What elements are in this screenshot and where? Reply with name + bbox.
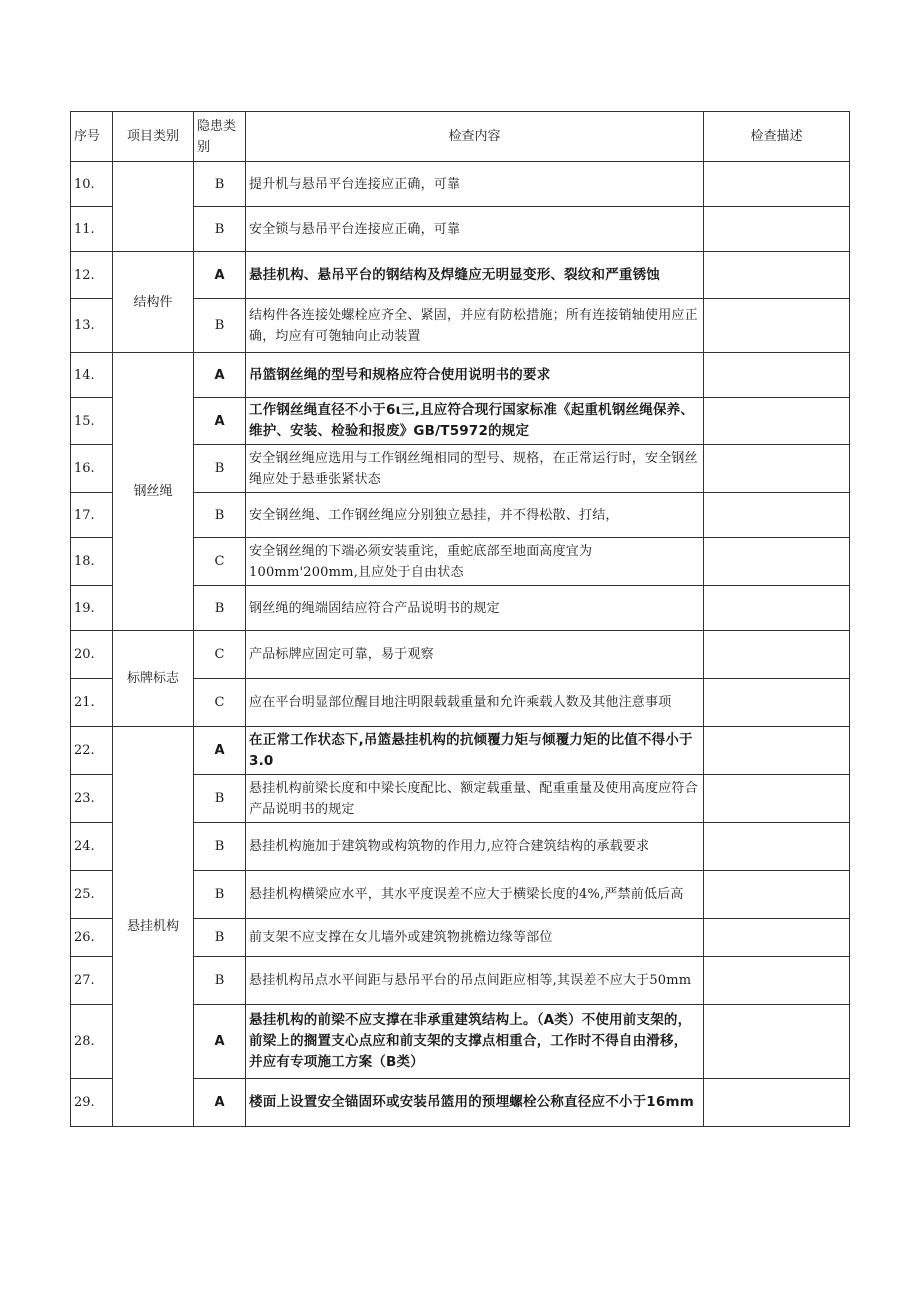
hazard-level: A [194,398,246,445]
row-number: 24. [71,823,113,871]
table-row [71,631,850,679]
category-suspension: 悬挂机构 [113,727,194,1127]
category-nameplate: 标牌标志 [113,631,194,727]
header-category: 项目类别 [113,112,194,162]
check-description-cell[interactable] [704,871,850,919]
hazard-level: C [194,538,246,586]
check-description-cell[interactable] [704,1005,850,1079]
hazard-level: B [194,299,246,353]
check-content: 安全钢丝绳、工作钢丝绳应分别独立悬挂，并不得松散、打结， [246,493,704,538]
row-number: 14. [71,353,113,398]
check-description-cell[interactable] [704,398,850,445]
hazard-level: C [194,631,246,679]
row-number: 28. [71,1005,113,1079]
check-description-cell[interactable] [704,207,850,252]
check-content: 前支架不应支撑在女儿墙外或建筑物挑檐边缘等部位 [246,919,704,957]
check-content: 楼面上设置安全锚固环或安装吊篮用的预埋螺栓公称直径应不小于16mm [246,1079,704,1127]
check-description-cell[interactable] [704,775,850,823]
check-content: 安全锁与悬吊平台连接应正确，可靠 [246,207,704,252]
table-row [71,252,850,299]
check-description-cell[interactable] [704,252,850,299]
row-number: 26. [71,919,113,957]
check-content: 安全钢丝绳的下端必须安装重诧，重蛇底部至地面高度宜为100mm'200mm,且应处于自由状态 [246,538,704,586]
hazard-level: B [194,445,246,493]
check-description-cell[interactable] [704,631,850,679]
row-number: 27. [71,957,113,1005]
header-hazard: 隐患类别 [194,112,246,162]
hazard-level: B [194,207,246,252]
hazard-level: B [194,493,246,538]
row-number: 29. [71,1079,113,1127]
check-description-cell[interactable] [704,445,850,493]
hazard-level: B [194,162,246,207]
check-content: 悬挂机构前梁长度和中梁长度配比、额定载重量、配重重量及使用高度应符合产品说明书的规定 [246,775,704,823]
hazard-level: A [194,1079,246,1127]
row-number: 11. [71,207,113,252]
hazard-level: B [194,823,246,871]
category-cell-empty [113,162,194,252]
row-number: 19. [71,586,113,631]
row-number: 13. [71,299,113,353]
check-description-cell[interactable] [704,1079,850,1127]
row-number: 10. [71,162,113,207]
table-row [71,353,850,398]
check-description-cell[interactable] [704,727,850,775]
check-description-cell[interactable] [704,823,850,871]
check-content: 吊篮钢丝绳的型号和规格应符合使用说明书的要求 [246,353,704,398]
check-content: 安全钢丝绳应选用与工作钢丝绳相同的型号、规格，在正常运行时，安全钢丝绳应处于悬垂张紧状态 [246,445,704,493]
check-description-cell[interactable] [704,162,850,207]
check-description-cell[interactable] [704,586,850,631]
header-no: 序号 [71,112,113,162]
hazard-level: A [194,727,246,775]
row-number: 15. [71,398,113,445]
hazard-level: B [194,871,246,919]
row-number: 22. [71,727,113,775]
hazard-level: C [194,679,246,727]
check-content: 提升机与悬吊平台连接应正确，可靠 [246,162,704,207]
table-row [71,162,850,207]
row-number: 20. [71,631,113,679]
row-number: 17. [71,493,113,538]
check-content: 悬挂机构、悬吊平台的钢结构及焊缝应无明显变形、裂纹和严重锈蚀 [246,252,704,299]
hazard-level: B [194,957,246,1005]
row-number: 21. [71,679,113,727]
row-number: 12. [71,252,113,299]
header-content: 检查内容 [246,112,704,162]
row-number: 23. [71,775,113,823]
row-number: 16. [71,445,113,493]
check-content: 悬挂机构施加于建筑物或构筑物的作用力,应符合建筑结构的承载要求 [246,823,704,871]
hazard-level: A [194,252,246,299]
check-description-cell[interactable] [704,353,850,398]
hazard-level: A [194,353,246,398]
check-content: 钢丝绳的绳端固结应符合产品说明书的规定 [246,586,704,631]
check-content: 悬挂机构横梁应水平，其水平度误差不应大于横梁长度的4%,严禁前低后高 [246,871,704,919]
check-description-cell[interactable] [704,957,850,1005]
check-content: 应在平台明显部位醒目地注明限载载重量和允许乘载人数及其他注意事项 [246,679,704,727]
hazard-level: B [194,919,246,957]
hazard-level: A [194,1005,246,1079]
category-wire-rope: 钢丝绳 [113,353,194,631]
check-description-cell[interactable] [704,679,850,727]
check-description-cell[interactable] [704,299,850,353]
row-number: 18. [71,538,113,586]
check-content: 悬挂机构的前梁不应支撑在非承重建筑结构上。（A类）不使用前支架的，前梁上的搁置支心点应和前支架的支撑点相重合，工作时不得自由滑移，并应有专项施工方案（B类） [246,1005,704,1079]
check-description-cell[interactable] [704,919,850,957]
table-row [71,727,850,775]
check-content: 悬挂机构吊点水平间距与悬吊平台的吊点间距应相等,其误差不应大于50mm [246,957,704,1005]
check-content: 工作钢丝绳直径不小于6ι三,且应符合现行国家标准《起重机钢丝绳保养、维护、安装、检验和报废》GB/T5972的规定 [246,398,704,445]
row-number: 25. [71,871,113,919]
hazard-level: B [194,775,246,823]
check-description-cell[interactable] [704,538,850,586]
check-content: 产品标牌应固定可靠，易于观察 [246,631,704,679]
category-structure: 结构件 [113,252,194,353]
hazard-level: B [194,586,246,631]
check-content: 结构件各连接处螺栓应齐全、紧固，并应有防松措施；所有连接销轴使用应正确，均应有可匏轴向止动装置 [246,299,704,353]
inspection-table [70,111,850,1127]
header-description: 检查描述 [704,112,850,162]
check-content: 在正常工作状态下,吊篮悬挂机构的抗倾覆力矩与倾覆力矩的比值不得小于3.0 [246,727,704,775]
table-header-row [71,112,850,162]
check-description-cell[interactable] [704,493,850,538]
